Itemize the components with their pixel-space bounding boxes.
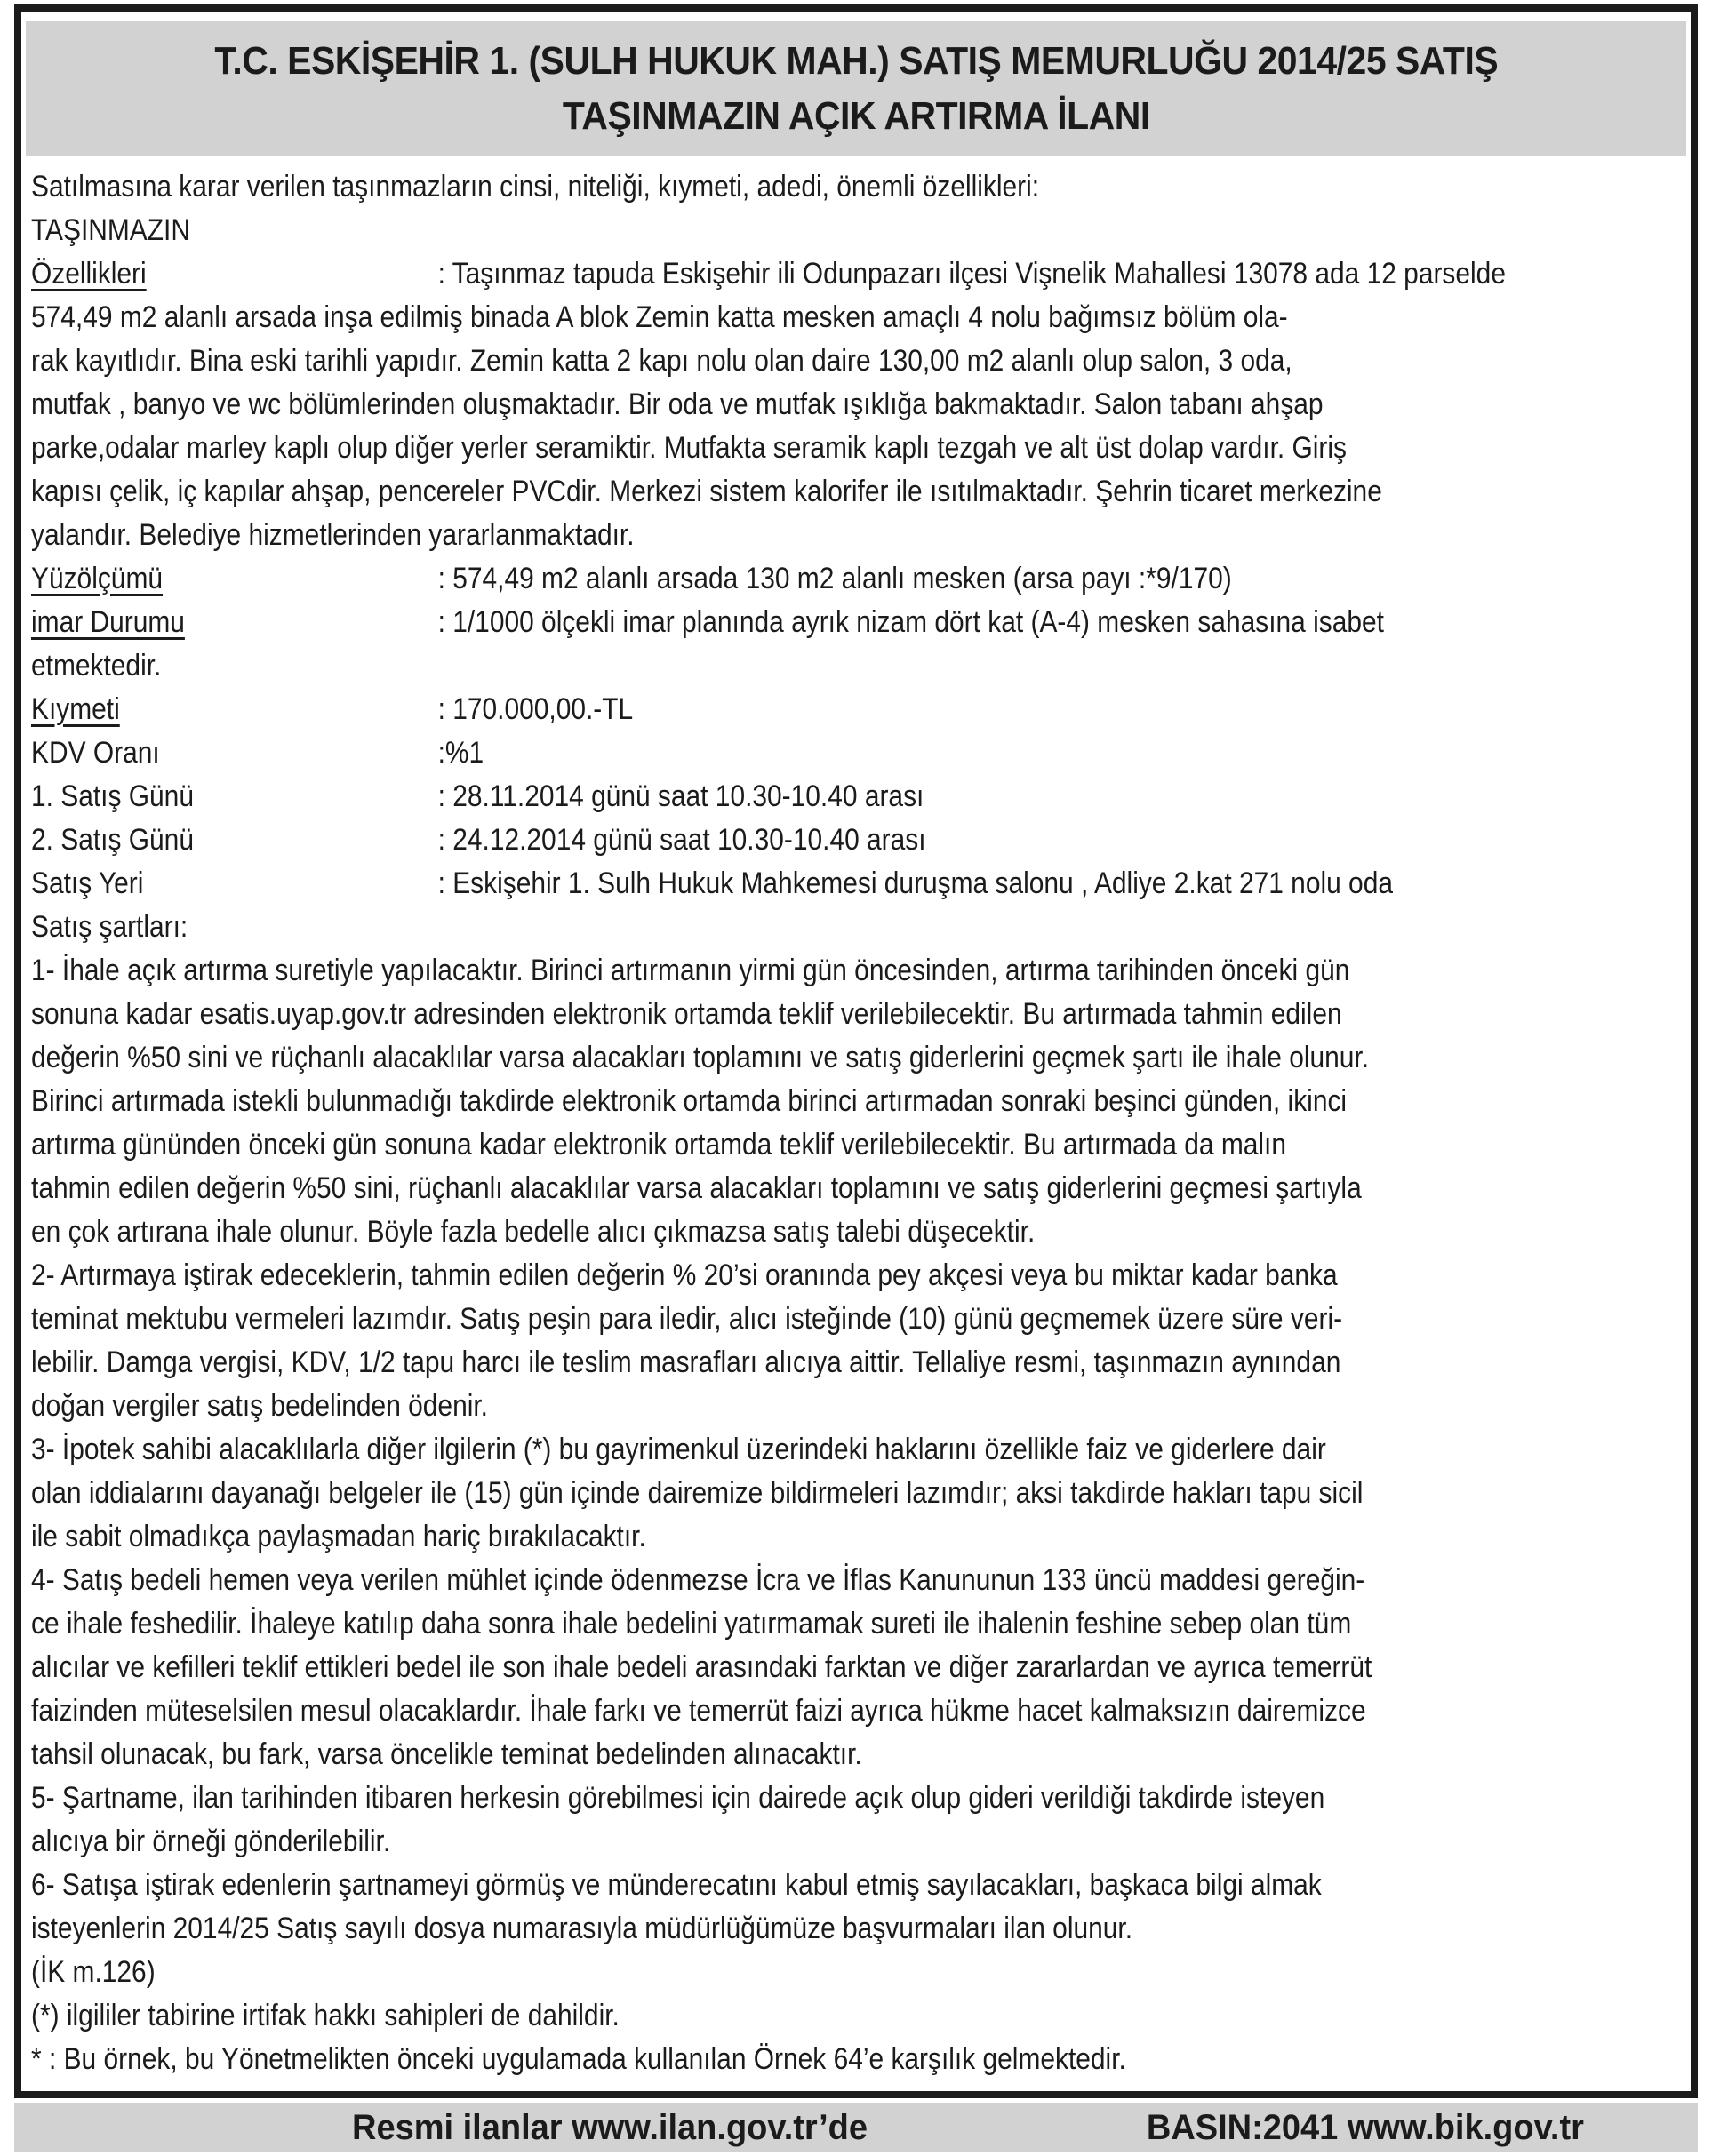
footer-bar — [14, 2103, 1698, 2152]
footer-left-text: Resmi ilanlar www.ilan.gov.tr’de — [352, 2107, 868, 2147]
body-line: TAŞINMAZIN — [31, 213, 190, 247]
notice-title-line2: TAŞINMAZIN AÇIK ARTIRMA İLANI — [562, 94, 1150, 138]
field-label: imar Durumu — [31, 605, 185, 639]
body-line: 3- İpotek sahibi alacaklılarla diğer ilgilerin (*) bu gayrimenkul üzerindeki haklarını özellikle faiz ve giderlere dair — [31, 1433, 1326, 1466]
field-label: 2. Satış Günü — [31, 823, 194, 857]
field-value: : 24.12.2014 günü saat 10.30-10.40 arası — [437, 823, 926, 857]
body-line — [31, 775, 1480, 818]
footer-right-text: BASIN:2041 www.bik.gov.tr — [1147, 2107, 1584, 2147]
body-line: en çok artırana ihale olunur. Böyle fazla bedelle alıcı çıkmazsa satış talebi düşecektir. — [31, 1215, 1036, 1249]
body-line: tahsil olunacak, bu fark, varsa öncelikle teminat bedelinden alınacaktır. — [31, 1737, 862, 1771]
body-line: teminat mektubu vermeleri lazımdır. Satış peşin para iledir, alıcı isteğinde (10) günü geçmemek üzere süre veri- — [31, 1302, 1343, 1336]
body-line — [31, 252, 1506, 296]
body-line: kapısı çelik, iç kapılar ahşap, pencereler PVCdir. Merkezi sistem kalorifer ile ısıtılmaktadır. Şehrin ticaret merkezine — [31, 475, 1382, 508]
body-line — [31, 818, 1480, 862]
body-line: alıcılar ve kefilleri teklif ettikleri bedel ile son ihale bedeli arasındaki farktan ve diğer zararlardan ve ayrıca temerrüt — [31, 1650, 1372, 1684]
body-line: parke,odalar marley kaplı olup diğer yerler seramiktir. Mutfakta seramik kaplı tezgah ve alt üst dolap vardır. Giriş — [31, 431, 1348, 465]
body-line: isteyenlerin 2014/25 Satış sayılı dosya numarasıyla müdürlüğümüze başvurmaları ilan olunur. — [31, 1912, 1133, 1945]
body-line: rak kayıtlıdır. Bina eski tarihli yapıdır. Zemin katta 2 kapı nolu olan daire 130,00 m2 alanlı olup salon, 3 oda, — [31, 344, 1292, 378]
notice-title-line1: T.C. ESKİŞEHİR 1. (SULH HUKUK MAH.) SATIŞ MEMURLUĞU 2014/25 SATIŞ — [214, 39, 1498, 83]
body-line: ce ihale feshedilir. İhaleye katılıp daha sonra ihale bedelini yatırmamak sureti ile ihalenin feshine sebep olan tüm — [31, 1607, 1352, 1641]
body-line: artırma gününden önceki gün sonuna kadar elektronik ortamda teklif verilebilecektir. Bu artırmada da malın — [31, 1128, 1286, 1162]
body-line: Satılmasına karar verilen taşınmazların cinsi, niteliği, kıymeti, adedi, önemli özellikleri: — [31, 170, 1040, 204]
field-label: Yüzölçümü — [31, 562, 164, 595]
body-line: * : Bu örnek, bu Yönetmelikten önceki uygulamada kullanılan Örnek 64’e karşılık gelmektedir. — [31, 2042, 1126, 2076]
body-line: ile sabit olmadıkça paylaşmadan hariç bırakılacaktır. — [31, 1520, 646, 1553]
body-line — [31, 731, 1480, 775]
body-line: olan iddialarını dayanağı belgeler ile (15) gün içinde dairemize bildirmeleri lazımdır; aksi takdirde hakları tapu sicil — [31, 1476, 1364, 1510]
body-line: Birinci artırmada istekli bulunmadığı takdirde elektronik ortamda birinci artırmadan sonraki beşinci günden, ikinci — [31, 1084, 1348, 1118]
field-value: : 28.11.2014 günü saat 10.30-10.40 arası — [437, 779, 924, 813]
body-line: mutfak , banyo ve wc bölümlerinden oluşmaktadır. Bir oda ve mutfak ışıklığa bakmaktadır. Salon tabanı ahşap — [31, 387, 1324, 421]
field-value: : Eskişehir 1. Sulh Hukuk Mahkemesi duruşma salonu , Adliye 2.kat 271 nolu oda — [437, 866, 1393, 900]
field-label: 1. Satış Günü — [31, 779, 194, 813]
notice-frame — [14, 4, 1698, 2098]
body-line — [31, 862, 1480, 906]
body-line: 5- Şartname, ilan tarihinden itibaren herkesin görebilmesi için dairede açık olup gideri verildiği takdirde isteyen — [31, 1781, 1325, 1815]
field-value: : 170.000,00.-TL — [437, 692, 634, 726]
body-line: (İK m.126) — [31, 1955, 156, 1989]
body-line: 1- İhale açık artırma suretiyle yapılacaktır. Birinci artırmanın yirmi gün öncesinden, artırma tarihinden önceki gün — [31, 954, 1350, 987]
body-line: etmektedir. — [31, 649, 162, 683]
field-label: Kıymeti — [31, 692, 120, 726]
field-value: : 1/1000 ölçekli imar planında ayrık nizam dört kat (A-4) mesken sahasına isabet — [437, 605, 1384, 639]
body-line: Satış şartları: — [31, 910, 188, 944]
body-line: (*) ilgililer tabirine irtifak hakkı sahipleri de dahildir. — [31, 1999, 620, 2032]
body-line — [31, 601, 1480, 644]
body-line: alıcıya bir örneği gönderilebilir. — [31, 1825, 391, 1858]
body-line: lebilir. Damga vergisi, KDV, 1/2 tapu harcı ile teslim masrafları alıcıya aittir. Tellaliye resmi, taşınmazın aynından — [31, 1346, 1341, 1379]
body-line — [31, 557, 1480, 601]
body-line — [31, 688, 1480, 731]
field-label: Satış Yeri — [31, 866, 144, 900]
body-line: doğan vergiler satış bedelinden ödenir. — [31, 1389, 488, 1423]
body-line: sonuna kadar esatis.uyap.gov.tr adresinden elektronik ortamda teklif verilebilecektir. Bu artırmada tahmin edilen — [31, 997, 1342, 1031]
field-value: : Taşınmaz tapuda Eskişehir ili Odunpazarı ilçesi Vişnelik Mahallesi 13078 ada 12 parselde — [437, 257, 1506, 291]
field-value: : 574,49 m2 alanlı arsada 130 m2 alanlı mesken (arsa payı :*9/170) — [437, 562, 1232, 595]
body-line: 574,49 m2 alanlı arsada inşa edilmiş binada A blok Zemin katta mesken amaçlı 4 nolu bağımsız bölüm ola- — [31, 300, 1288, 334]
body-lines — [26, 165, 1686, 2081]
body-line: 6- Satışa iştirak edenlerin şartnameyi görmüş ve münderecatını kabul etmiş sayılacakları, başkaca bilgi almak — [31, 1868, 1322, 1902]
title-band — [26, 21, 1686, 156]
body-line: tahmin edilen değerin %50 sini, rüçhanlı alacaklılar varsa alacakları toplamını ve satış giderlerini geçmesi şartıyla — [31, 1171, 1362, 1205]
field-label: KDV Oranı — [31, 736, 160, 770]
body-line: değerin %50 sini ve rüçhanlı alacaklılar varsa alacakları toplamını ve satış giderlerini geçmek şartı ile ihale olunur. — [31, 1041, 1370, 1074]
field-label: Özellikleri — [31, 257, 147, 291]
body-line: 2- Artırmaya iştirak edeceklerin, tahmin edilen değerin % 20’si oranında pey akçesi veya bu miktar kadar banka — [31, 1258, 1338, 1292]
body-line: 4- Satış bedeli hemen veya verilen mühlet içinde ödenmezse İcra ve İflas Kanununun 133 üncü maddesi gereğin- — [31, 1563, 1365, 1597]
body-line: yalandır. Belediye hizmetlerinden yararlanmaktadır. — [31, 518, 635, 552]
field-value: :%1 — [437, 736, 484, 770]
body-line: faizinden müteselsilen mesul olacaklardır. İhale farkı ve temerrüt faizi ayrıca hükme hacet kalmaksızın dairemizce — [31, 1694, 1366, 1728]
